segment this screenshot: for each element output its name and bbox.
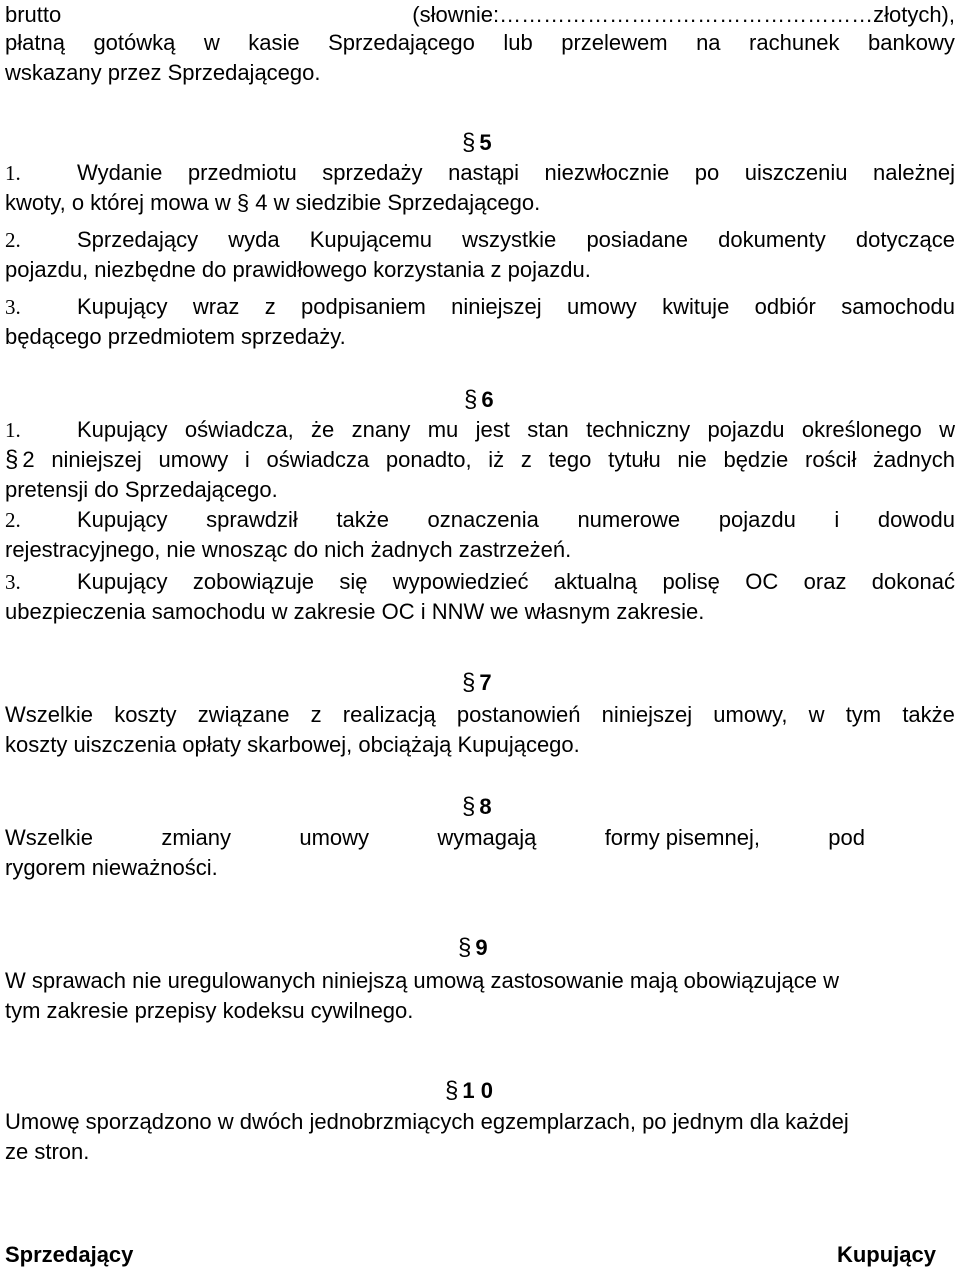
word: Wydanie <box>77 160 163 185</box>
word: uiszczeniu <box>744 160 848 185</box>
s5-p1-line-1 <box>5 158 955 188</box>
s10-line-2: ze stron. <box>5 1139 90 1164</box>
word: oznaczenia <box>427 507 539 532</box>
section-6-heading: § 6 <box>464 386 494 413</box>
word: wypowiedzieć <box>392 569 529 594</box>
s10-line-1: Umowę sporządzono w dwóch jednobrzmiących egzemplarzach, po jednym dla każdej <box>5 1109 849 1134</box>
s6-p2-number: 2. <box>5 508 21 532</box>
intro-line-2 <box>5 28 955 58</box>
word: niniejszej <box>601 702 693 727</box>
word: zobowiązuje <box>192 569 314 594</box>
word: płatną <box>5 30 65 55</box>
s6-p1-line-3: pretensji do Sprzedającego. <box>5 477 278 502</box>
s7-line-1 <box>5 700 955 730</box>
section-8-heading: § 8 <box>462 793 492 820</box>
word: z <box>264 294 276 319</box>
word: jest <box>475 417 510 442</box>
word: także <box>902 702 955 727</box>
word: należnej <box>873 160 955 185</box>
word: iż <box>488 447 505 472</box>
word: techniczny <box>586 417 691 442</box>
word: samochodu <box>841 294 955 319</box>
word: polisę <box>662 569 720 594</box>
word: po <box>694 160 720 185</box>
word: zmiany <box>161 825 232 850</box>
word: tego <box>548 447 592 472</box>
word: rościł <box>805 447 857 472</box>
word: niniejszej <box>451 294 542 319</box>
s8-line-1 <box>5 823 865 853</box>
word: Wszelkie <box>5 702 94 727</box>
word: 2 <box>22 447 35 472</box>
section-7-heading: § 7 <box>462 669 492 696</box>
word: wraz <box>192 294 240 319</box>
word: umowy <box>567 294 637 319</box>
word: formy pisemnej, <box>604 825 760 850</box>
word: z <box>310 702 322 727</box>
s6-p2-line-1 <box>5 505 955 535</box>
word: OC <box>745 569 779 594</box>
word: Kupującemu <box>309 227 433 252</box>
s7-line-2: koszty uiszczenia opłaty skarbowej, obciążają Kupującego. <box>5 732 580 757</box>
word: stan <box>527 417 569 442</box>
word: Wszelkie <box>5 825 94 850</box>
word: w <box>939 417 955 442</box>
word: określonego <box>801 417 922 442</box>
word: (słownie:……………………………………………złotych), <box>412 2 955 27</box>
word: znany <box>351 417 411 442</box>
word: pod <box>828 825 865 850</box>
word: sprawdził <box>206 507 298 532</box>
word: pojazdu <box>707 417 785 442</box>
word: mu <box>427 417 459 442</box>
word: kasie <box>248 30 300 55</box>
word: kwituje <box>662 294 730 319</box>
word: i <box>834 507 840 532</box>
word: nastąpi <box>448 160 520 185</box>
s5-p3-line-2: będącego przedmiotem sprzedaży. <box>5 324 346 349</box>
word: wymagają <box>437 825 537 850</box>
word: tytułu <box>608 447 661 472</box>
signature-seller-label: Sprzedający <box>5 1242 134 1267</box>
word: dowodu <box>877 507 955 532</box>
word: oświadcza <box>266 447 370 472</box>
word: gotówką <box>93 30 176 55</box>
word: rachunek <box>749 30 840 55</box>
word: Kupujący <box>77 569 168 594</box>
s8-line-2: rygorem nieważności. <box>5 855 218 880</box>
section-10-heading: § 1 0 <box>445 1077 493 1104</box>
word: przelewem <box>561 30 668 55</box>
s6-p3-line-1 <box>5 567 955 597</box>
word: niniejszej <box>51 447 142 472</box>
signature-buyer-label: Kupujący <box>836 1242 936 1267</box>
word: wszystkie <box>462 227 557 252</box>
word: ponadto, <box>385 447 472 472</box>
word: i <box>244 447 250 472</box>
word: związane <box>197 702 290 727</box>
s5-p1-number: 1. <box>5 161 21 185</box>
s5-p3-number: 3. <box>5 295 21 319</box>
word: Sprzedający <box>77 227 199 252</box>
s5-p2-line-1 <box>5 225 955 255</box>
word: numerowe <box>577 507 681 532</box>
s6-p1-line-2: § 2 niniejszej umowy i oświadcza ponadto, iż z tego tytułu nie będzie rościł żadnych <box>5 446 955 473</box>
s6-p3-number: 3. <box>5 570 21 594</box>
word: postanowień <box>456 702 581 727</box>
word: na <box>696 30 721 55</box>
word: także <box>336 507 389 532</box>
section-5-heading: § 5 <box>462 129 492 156</box>
word: Kupujący <box>77 417 168 442</box>
word: odbiór <box>754 294 816 319</box>
s9-line-2: tym zakresie przepisy kodeksu cywilnego. <box>5 998 414 1023</box>
word: lub <box>503 30 533 55</box>
s5-p2-line-2: pojazdu, niezbędne do prawidłowego korzystania z pojazdu. <box>5 257 591 282</box>
word: będzie <box>723 447 789 472</box>
word: realizacją <box>342 702 436 727</box>
word: umowy <box>158 447 229 472</box>
intro-line-1 <box>5 0 955 30</box>
word: przedmiotu <box>187 160 297 185</box>
word: żadnych <box>873 447 955 472</box>
s5-p1-line-2: kwoty, o której mowa w § 4 w siedzibie Sprzedającego. <box>5 190 541 215</box>
s6-p3-line-2: ubezpieczenia samochodu w zakresie OC i NNW we własnym zakresie. <box>5 599 705 624</box>
word: bankowy <box>868 30 955 55</box>
word: w <box>203 30 220 55</box>
s6-p2-line-2: rejestracyjnego, nie wnosząc do nich żadnych zastrzeżeń. <box>5 537 572 562</box>
word: dokonać <box>871 569 955 594</box>
word: tym <box>845 702 882 727</box>
word: posiadane <box>586 227 688 252</box>
s6-p1-number: 1. <box>5 418 21 442</box>
s5-p3-line-1 <box>5 292 955 322</box>
s6-p1-line-1 <box>5 415 955 445</box>
word: w <box>808 702 825 727</box>
word: z <box>520 447 532 472</box>
word: sprzedaży <box>322 160 423 185</box>
word: nie <box>677 447 707 472</box>
word: koszty <box>114 702 177 727</box>
word: dotyczące <box>855 227 955 252</box>
word: umowy, <box>713 702 788 727</box>
word: Kupujący <box>77 294 168 319</box>
word: się <box>339 569 368 594</box>
word: brutto <box>5 2 62 27</box>
word: Kupujący <box>77 507 168 532</box>
word: że <box>311 417 335 442</box>
word: oświadcza, <box>184 417 294 442</box>
word: pojazdu <box>718 507 796 532</box>
word: podpisaniem <box>301 294 426 319</box>
word: aktualną <box>553 569 638 594</box>
word: niezwłocznie <box>544 160 670 185</box>
intro-line-3: wskazany przez Sprzedającego. <box>5 60 321 85</box>
s9-line-1: W sprawach nie uregulowanych niniejszą umową zastosowanie mają obowiązujące w <box>5 968 839 993</box>
word: Sprzedającego <box>328 30 475 55</box>
word: wyda <box>228 227 280 252</box>
section-9-heading: § 9 <box>458 934 488 961</box>
s5-p2-number: 2. <box>5 228 21 252</box>
word: oraz <box>803 569 847 594</box>
word: umowy <box>299 825 370 850</box>
word: dokumenty <box>718 227 826 252</box>
